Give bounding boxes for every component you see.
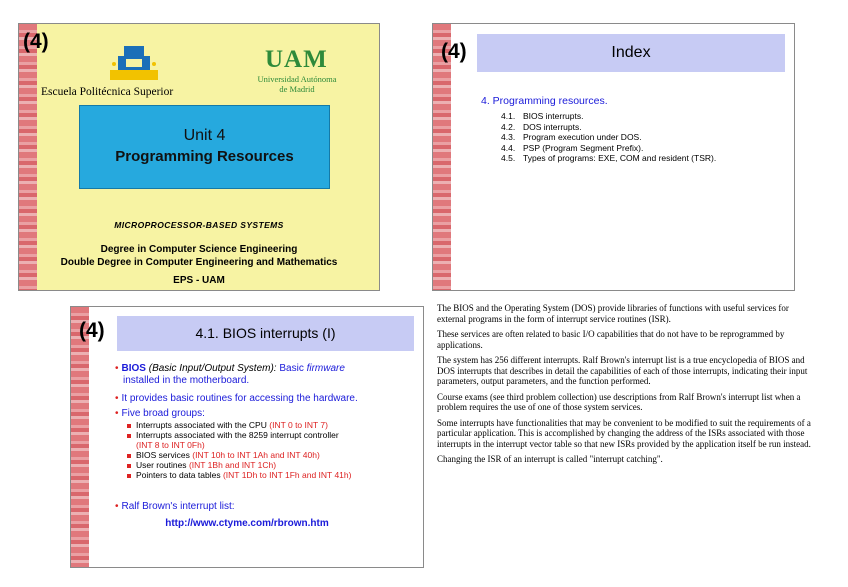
degree-line: Degree in Computer Science Engineering (100, 244, 298, 255)
slide-title: 4.1. BIOS interrupts (I) (117, 316, 414, 351)
unit-number: (4) (441, 40, 467, 63)
unit-box (79, 105, 330, 189)
uam-logo: UAM (265, 46, 328, 73)
group-item: Interrupts associated with the 8259 interrupt controller (INT 8 to INT 0Fh) (127, 430, 419, 450)
group-item: Pointers to data tables (INT 1Dh to INT 1Fh and INT 41h) (127, 470, 419, 480)
index-slide (432, 23, 795, 291)
course-name: MICROPROCESSOR-BASED SYSTEMS (114, 220, 284, 230)
bullet-ralf-list: • Ralf Brown's interrupt list: (115, 501, 235, 512)
uam-caption-line: Universidad Autónoma (257, 74, 337, 84)
groups-list (127, 420, 419, 480)
degree-line: Double Degree in Computer Engineering and Mathematics (60, 257, 338, 268)
eps-logo-icon (106, 42, 162, 84)
bullet-bios: • BIOS (Basic Input/Output System): Basic firmware installed in the motherboard. (115, 363, 345, 386)
group-item: BIOS services (INT 10h to INT 1Ah and INT 40h) (127, 450, 419, 460)
notes-paragraph: Changing the ISR of an interrupt is called "interrupt catching". (437, 454, 663, 464)
toc-item: 4.1. BIOS interrupts. (501, 111, 584, 121)
unit-title: Unit 4 (183, 127, 226, 144)
toc-list (501, 111, 716, 164)
title-slide (18, 23, 380, 291)
bullet-dot-icon: • (115, 393, 119, 404)
unit-number: (4) (79, 319, 105, 342)
bullet-dot-icon: • (115, 408, 119, 419)
group-item: User routines (INT 1Bh and INT 1Ch) (127, 460, 419, 470)
notes-paragraph: Course exams (see third problem collection) use descriptions from Ralf Brown's interrupt list when a problem requires the use of one of those system services. (437, 391, 801, 412)
toc-item: 4.2. DOS interrupts. (501, 121, 582, 132)
bullet-groups: • Five broad groups: (115, 408, 205, 419)
bios-slide (70, 306, 424, 568)
unit-number: (4) (23, 30, 49, 53)
toc-item: 4.3. Program execution under DOS. (501, 132, 642, 142)
notes-paragraph: These services are often related to basic I/O capabilities that do not have to be reprogrammed by applications. (437, 329, 785, 350)
slide-title: Index (477, 34, 785, 72)
notes-paragraph: The system has 256 different interrupts. Ralf Brown's interrupt list is a true encyclopedia of BIOS and DOS interrupts that describes in detail the capabilities of each of those interrupts, indicating their input parameters, output parameters, and the function performed. (437, 355, 808, 386)
school-short: EPS - UAM (173, 275, 225, 286)
unit-subtitle: Programming Resources (115, 148, 294, 165)
bullet-basic-routines: • It provides basic routines for accessing the hardware. (115, 393, 358, 404)
notes-paragraph: Some interrupts have functionalities that may be convenient to be modified to suit the requirements of a particular application. This is accomplished by changing the address of the ISRs associated with those interrupts in the interrupt vector table so that new ISRs provided by the application itself be run instead. (437, 417, 811, 449)
bullet-dot-icon: • (115, 363, 119, 374)
uam-caption-line: de Madrid (279, 84, 315, 94)
toc-item: 4.5. Types of programs: EXE, COM and resident (TSR). (501, 153, 717, 163)
uam-caption (241, 74, 353, 94)
group-item: Interrupts associated with the CPU (INT 0 to INT 7) (127, 420, 419, 430)
toc-item: 4.4. PSP (Program Segment Prefix). (501, 142, 644, 153)
section-heading: 4. Programming resources. (481, 95, 608, 107)
notes-text (437, 303, 812, 470)
school-name: Escuela Politécnica Superior (41, 86, 174, 98)
notes-paragraph: The BIOS and the Operating System (DOS) provide libraries of functions with useful services for external programs in the form of interrupt service routines (ISR). (437, 303, 789, 324)
ralf-url-link[interactable]: http://www.ctyme.com/rbrown.htm (165, 518, 329, 529)
bullet-dot-icon: • (115, 501, 119, 512)
